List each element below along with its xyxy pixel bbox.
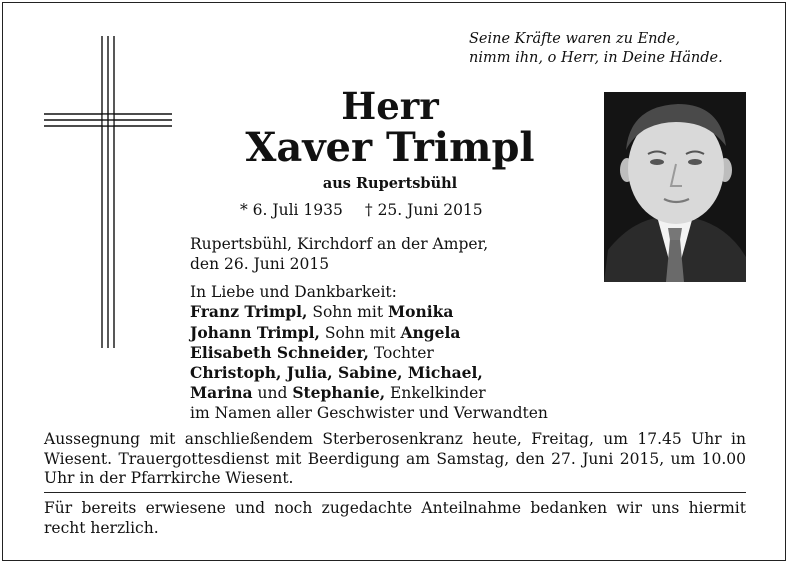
relation-text: Sohn mit — [307, 303, 388, 322]
motto-verse — [469, 30, 723, 68]
mourners-closing: im Namen aller Geschwister und Verwandten — [190, 403, 548, 422]
mourner-line — [190, 302, 548, 322]
mourner-line — [190, 383, 548, 403]
place-date — [190, 234, 488, 274]
thanks-note: Für bereits erwiesene und noch zugedachte Anteilnahme bedanken wir uns hiermit recht herzlich. — [44, 499, 746, 537]
mourner-line — [190, 323, 548, 343]
partner-name: Monika — [388, 302, 454, 322]
grandchild-name: Stephanie, — [292, 383, 386, 403]
relation-text: Enkelkinder — [385, 384, 486, 403]
mourner-line — [190, 343, 548, 363]
relation-text: Sohn mit — [319, 323, 401, 342]
partner-name: Angela — [400, 322, 461, 342]
death-date: † 25. Juni 2015 — [364, 201, 483, 219]
life-dates — [240, 201, 483, 219]
birth-date: * 6. Juli 1935 — [240, 201, 343, 219]
motto-line-2: nimm ihn, o Herr, in Deine Hände. — [469, 50, 723, 66]
date-line: den 26. Juni 2015 — [190, 255, 330, 273]
service-announcement: Aussegnung mit anschließendem Sterberosenkranz heute, Freitag, um 17.45 Uhr in Wiesent. Trauergottesdienst mit Beerdigung am Samstag, den 27. Juni 2015, um 10.00 Uhr in der Pfarrkirche Wiesent. — [44, 430, 746, 487]
mourner-line — [190, 363, 548, 383]
cross-icon — [44, 36, 172, 348]
mourner-name: Franz Trimpl, — [190, 302, 308, 322]
portrait-photo — [604, 92, 746, 282]
motto-line-1: Seine Kräfte waren zu Ende, — [469, 31, 680, 47]
mourner-name: Johann Trimpl, — [190, 322, 320, 342]
mourner-name: Elisabeth Schneider, — [190, 342, 369, 362]
grandchildren-names: Christoph, Julia, Sabine, Michael, — [190, 363, 483, 383]
salutation: Herr — [341, 84, 439, 128]
origin: aus Rupertsbühl — [322, 175, 458, 192]
relation-text: Tochter — [368, 343, 434, 362]
divider — [44, 492, 746, 493]
mourners-list — [190, 283, 548, 423]
conjunction: und — [252, 384, 293, 403]
grandchild-name: Marina — [190, 383, 253, 403]
deceased-name: Xaver Trimpl — [245, 124, 535, 171]
place-line: Rupertsbühl, Kirchdorf an der Amper, — [190, 235, 489, 253]
mourners-intro: In Liebe und Dankbarkeit: — [190, 283, 397, 301]
